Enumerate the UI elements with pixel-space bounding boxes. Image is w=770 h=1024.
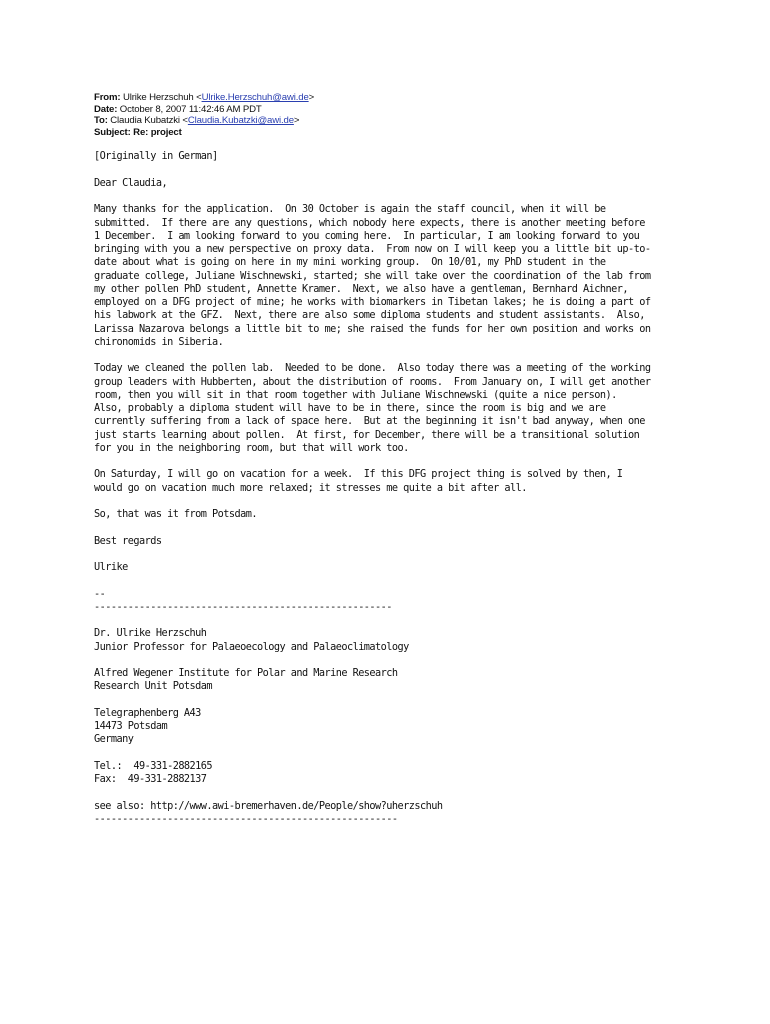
closing: Best regards (94, 534, 162, 547)
date-value: October 8, 2007 11:42:46 AM PDT (119, 103, 262, 115)
original-language-note: [Originally in German] (94, 150, 218, 163)
subject-value: Re: project (133, 126, 182, 138)
date-line (94, 104, 694, 116)
greeting: Dear Claudia, (94, 176, 168, 189)
body-paragraph-4: So, that was it from Potsdam. (94, 508, 258, 521)
signature-see-also: see also: http://www.awi-bremerhaven.de/People/show?uherzschuh (94, 799, 443, 812)
from-name: Ulrike Herzschuh (122, 92, 194, 103)
signature-phone-fax: Tel.: 49-331-2882165 Fax: 49-331-2882137 (94, 759, 213, 786)
body-paragraph-2: Today we cleaned the pollen lab. Needed to be done. Also today there was a meeting of the working group leaders with Hubberten, about the distribution of rooms. From January on, I will get another room, then you will sit in that room together with Juliane Wischnewski (quite a nice person). Also, probably a diploma student will have to be in there, since the room is big and we are currently suffering from a lack of space here. But at the beginning it isn't bad anyway, when one just starts learning about pollen. At first, for December, there will be a transitional solution for you in the neighboring room, but that will work too. (94, 362, 651, 454)
to-email-link[interactable]: Claudia.Kubatzki@awi.de (187, 115, 294, 127)
email-page (94, 92, 694, 826)
signature-address: Telegraphenberg A43 14473 Potsdam Germany (94, 706, 201, 746)
body-paragraph-1: Many thanks for the application. On 30 October is again the staff council, when it will be submitted. If there are any questions, which nobody here expects, there is another meeting before 1 December. I am looking forward to you coming here. In particular, I am looking forward to you bringing with you a new perspective on proxy data. From now on I will keep you a little bit up-to- date about what is going on here in my mini working group. On 10/01, my PhD student in the graduate college, Juliane Wischnewski, started; she will take over the coordination of the lab from my other pollen PhD student, Annette Kramer. Next, we also have a gentleman, Bernhard Aichner, employed on a DFG project of mine; he works with biomarkers in Tibetan lakes; he is doing a part of his labwork at the GFZ. Next, there are also some diploma students and student assistants. Also, Larissa Nazarova belongs a little bit to me; she raised the funds for her own position and works on chironomids in Siberia. (94, 203, 651, 348)
signature-separator: -- (94, 587, 106, 600)
subject-line (94, 127, 694, 139)
from-line: From: Ulrike Herzschuh <Ulrike.Herzschuh@awi.de> (94, 92, 315, 103)
date-label: Date: (94, 103, 118, 115)
signature-rule-top: ----------------------------------------------------- (94, 600, 392, 613)
email-header (94, 92, 694, 138)
signature-name: Dr. Ulrike Herzschuh Junior Professor for Palaeoecology and Palaeoclimatology (94, 627, 409, 653)
to-label: To: (94, 115, 108, 127)
from-email-link[interactable]: Ulrike.Herzschuh@awi.de (201, 92, 309, 103)
signature-institute: Alfred Wegener Institute for Polar and Marine Research Research Unit Potsdam (94, 667, 398, 693)
from-label: From: (94, 92, 121, 103)
signoff: Ulrike (94, 561, 128, 574)
body-paragraph-3: On Saturday, I will go on vacation for a week. If this DFG project thing is solved by then, I would go on vacation much more relaxed; it stresses me quite a bit after all. (94, 468, 623, 494)
subject-label: Subject: (94, 126, 131, 138)
signature-rule-bottom: ------------------------------------------------------ (94, 812, 398, 825)
to-line: To: Claudia Kubatzki <Claudia.Kubatzki@awi.de> (94, 115, 300, 127)
to-name: Claudia Kubatzki (110, 115, 180, 127)
